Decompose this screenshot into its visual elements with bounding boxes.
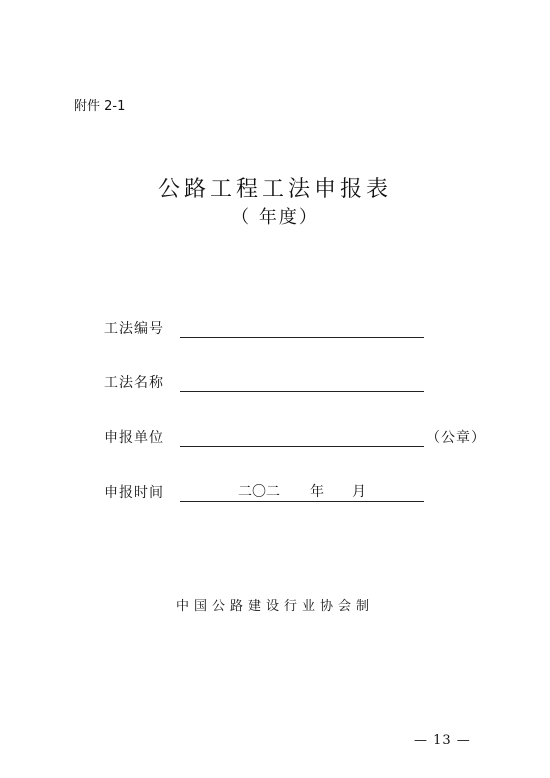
form-title: 公路工程工法申报表 <box>157 177 392 202</box>
field-method-name <box>104 370 424 392</box>
applicant-unit-blank[interactable] <box>180 428 424 447</box>
field-label: 申报时间 <box>104 485 164 501</box>
seal-note: （公章） <box>426 430 486 446</box>
year-char: 年 <box>310 484 324 500</box>
field-applicant-unit <box>104 425 486 447</box>
field-label: 工法名称 <box>104 375 164 391</box>
field-method-number <box>104 316 424 338</box>
method-number-blank[interactable] <box>180 319 424 338</box>
method-name-blank[interactable] <box>180 373 424 392</box>
field-application-date <box>104 480 424 502</box>
month-char: 月 <box>352 484 366 500</box>
attachment-label: 附件 2-1 <box>74 99 126 114</box>
application-date-blank[interactable] <box>180 483 424 502</box>
field-label: 申报单位 <box>104 430 164 446</box>
field-label: 工法编号 <box>104 321 164 337</box>
page-number: — 13 — <box>414 733 471 748</box>
year-line: （ 年度） <box>231 207 319 228</box>
issuing-organization: 中国公路建设行业协会制 <box>175 599 374 614</box>
year-prefix: 二〇二 <box>238 484 280 500</box>
